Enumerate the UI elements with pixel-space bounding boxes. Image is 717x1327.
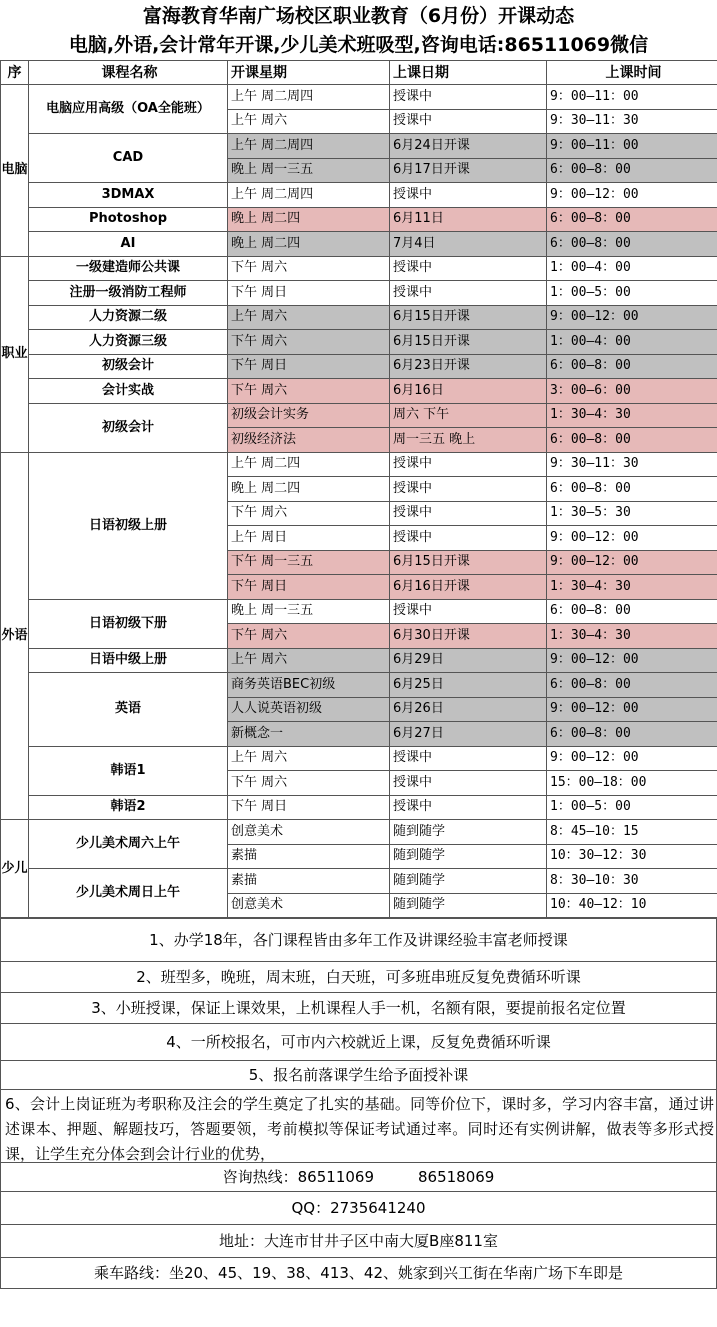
weekday-cell: 下午 周日 (228, 795, 390, 820)
course-name: 韩语2 (29, 795, 228, 820)
page-title: 富海教育华南广场校区职业教育（6月份）开课动态 (142, 5, 575, 27)
weekday-cell: 创意美术 (228, 893, 390, 918)
weekday-cell: 上午 周六 (228, 305, 390, 330)
course-name: 会计实战 (29, 379, 228, 404)
date-cell: 6月15日开课 (390, 305, 547, 330)
course-name: 3DMAX (29, 183, 228, 208)
time-cell: 9：00—12：00 (547, 648, 717, 673)
section-kids: 少儿 (1, 820, 29, 918)
weekday-cell: 新概念一 (228, 722, 390, 747)
table-row (1, 673, 717, 698)
date-cell: 随到随学 (390, 869, 547, 894)
table-row (1, 330, 717, 355)
time-cell: 9：00—11：00 (547, 134, 717, 159)
time-cell: 10：40—12：10 (547, 893, 717, 918)
table-row (1, 281, 717, 306)
time-cell: 6：00—8：00 (547, 673, 717, 698)
time-cell: 1：00—4：00 (547, 256, 717, 281)
weekday-cell: 上午 周六 (228, 109, 390, 134)
time-cell: 8：45—10：15 (547, 820, 717, 845)
time-cell: 10：30—12：30 (547, 844, 717, 869)
weekday-cell: 上午 周二周四 (228, 183, 390, 208)
time-cell: 9：00—12：00 (547, 305, 717, 330)
time-cell: 6：00—8：00 (547, 599, 717, 624)
date-cell: 6月15日开课 (390, 330, 547, 355)
course-name: 少儿美术周日上午 (29, 869, 228, 918)
table-row (1, 795, 717, 820)
course-name: 初级会计 (29, 354, 228, 379)
date-cell: 授课中 (390, 452, 547, 477)
weekday-cell: 下午 周六 (228, 501, 390, 526)
weekday-cell: 下午 周六 (228, 771, 390, 796)
weekday-cell: 人人说英语初级 (228, 697, 390, 722)
date-cell: 授课中 (390, 109, 547, 134)
date-cell: 授课中 (390, 501, 547, 526)
weekday-cell: 上午 周二周四 (228, 134, 390, 159)
course-name: 日语初级下册 (29, 599, 228, 648)
date-cell: 授课中 (390, 477, 547, 502)
bus-route-row: 乘车路线：坐20、45、19、38、413、42、姚家到兴工街在华南广场下车即是 (1, 1257, 716, 1288)
table-row (1, 820, 717, 845)
time-cell: 6：00—8：00 (547, 428, 717, 453)
date-cell: 6月26日 (390, 697, 547, 722)
weekday-cell: 晚上 周一三五 (228, 599, 390, 624)
table-row (1, 354, 717, 379)
date-cell: 随到随学 (390, 820, 547, 845)
header-seq: 序 (1, 61, 29, 85)
weekday-cell: 下午 周六 (228, 330, 390, 355)
date-cell: 6月16日 (390, 379, 547, 404)
table-row (1, 452, 717, 477)
time-cell: 1：30—4：30 (547, 624, 717, 649)
table-row (1, 183, 717, 208)
weekday-cell: 下午 周六 (228, 256, 390, 281)
date-cell: 6月29日 (390, 648, 547, 673)
date-cell: 授课中 (390, 183, 547, 208)
weekday-cell: 下午 周日 (228, 575, 390, 600)
time-cell: 9：30—11：30 (547, 452, 717, 477)
course-name: 初级会计 (29, 403, 228, 452)
table-row (1, 403, 717, 428)
header-date: 上课日期 (390, 61, 547, 85)
course-name: 日语初级上册 (29, 452, 228, 599)
time-cell: 3：00—6：00 (547, 379, 717, 404)
time-cell: 9：00—11：00 (547, 85, 717, 110)
course-name: 注册一级消防工程师 (29, 281, 228, 306)
time-cell: 6：00—8：00 (547, 232, 717, 257)
weekday-cell: 初级经济法 (228, 428, 390, 453)
date-cell: 随到随学 (390, 844, 547, 869)
table-row (1, 134, 717, 159)
weekday-cell: 下午 周日 (228, 281, 390, 306)
date-cell: 6月30日开课 (390, 624, 547, 649)
time-cell: 15：00—18：00 (547, 771, 717, 796)
hotline-phone-1: 86511069 (297, 1168, 374, 1186)
header-weekday: 开课星期 (228, 61, 390, 85)
hotline-phone-2: 86518069 (418, 1168, 495, 1186)
weekday-cell: 商务英语BEC初级 (228, 673, 390, 698)
time-cell: 9：00—12：00 (547, 526, 717, 551)
date-cell: 授课中 (390, 599, 547, 624)
time-cell: 9：00—12：00 (547, 746, 717, 771)
course-name: 电脑应用高级（OA全能班） (29, 85, 228, 134)
note-5: 5、报名前落课学生给予面授补课 (1, 1060, 716, 1089)
table-row (1, 232, 717, 257)
date-cell: 授课中 (390, 281, 547, 306)
weekday-cell: 晚上 周二四 (228, 232, 390, 257)
time-cell: 1：30—4：30 (547, 575, 717, 600)
weekday-cell: 上午 周二周四 (228, 85, 390, 110)
weekday-cell: 晚上 周二四 (228, 207, 390, 232)
time-cell: 9：00—12：00 (547, 550, 717, 575)
date-cell: 6月27日 (390, 722, 547, 747)
weekday-cell: 晚上 周二四 (228, 477, 390, 502)
course-name: 韩语1 (29, 746, 228, 795)
weekday-cell: 上午 周六 (228, 648, 390, 673)
table-row (1, 85, 717, 110)
course-name: 人力资源二级 (29, 305, 228, 330)
table-row (1, 379, 717, 404)
time-cell: 6：00—8：00 (547, 477, 717, 502)
course-name: 少儿美术周六上午 (29, 820, 228, 869)
date-cell: 6月11日 (390, 207, 547, 232)
date-cell: 6月23日开课 (390, 354, 547, 379)
course-name: Photoshop (29, 207, 228, 232)
section-computer: 电脑 (1, 85, 29, 257)
time-cell: 1：00—5：00 (547, 795, 717, 820)
date-cell: 授课中 (390, 526, 547, 551)
weekday-cell: 素描 (228, 844, 390, 869)
weekday-cell: 下午 周六 (228, 624, 390, 649)
date-cell: 周六 下午 (390, 403, 547, 428)
time-cell: 1：30—5：30 (547, 501, 717, 526)
date-cell: 授课中 (390, 85, 547, 110)
weekday-cell: 下午 周六 (228, 379, 390, 404)
qq-row: QQ：2735641240 (1, 1191, 716, 1224)
section-language: 外语 (1, 452, 29, 820)
course-name: 一级建造师公共课 (29, 256, 228, 281)
weekday-cell: 创意美术 (228, 820, 390, 845)
notes-panel (0, 918, 717, 1289)
time-cell: 9：00—12：00 (547, 697, 717, 722)
schedule-table (0, 60, 717, 918)
course-name: 英语 (29, 673, 228, 747)
time-cell: 9：30—11：30 (547, 109, 717, 134)
weekday-cell: 上午 周二四 (228, 452, 390, 477)
table-row (1, 599, 717, 624)
date-cell: 周一三五 晚上 (390, 428, 547, 453)
note-3: 3、小班授课，保证上课效果，上机课程人手一机，名额有限，要提前报名定位置 (1, 992, 716, 1023)
course-name: AI (29, 232, 228, 257)
course-name: 日语中级上册 (29, 648, 228, 673)
time-cell: 6：00—8：00 (547, 722, 717, 747)
address-row: 地址：大连市甘井子区中南大厦B座811室 (1, 1224, 716, 1257)
time-cell: 6：00—8：00 (547, 354, 717, 379)
date-cell: 授课中 (390, 795, 547, 820)
weekday-cell: 下午 周一三五 (228, 550, 390, 575)
time-cell: 6：00—8：00 (547, 158, 717, 183)
time-cell: 8：30—10：30 (547, 869, 717, 894)
section-career: 职业 (1, 256, 29, 452)
note-6: 6、会计上岗证班为考职称及注会的学生奠定了扎实的基础。同等价位下，课时多，学习内容丰富，通过讲述课本、押题、解题技巧，答题要领，考前模拟等保证考试通过率。同时还有实例讲解，做表等多形式授课，让学生充分体会到会计行业的优势， (1, 1089, 716, 1162)
weekday-cell: 素描 (228, 869, 390, 894)
time-cell: 1：30—4：30 (547, 403, 717, 428)
date-cell: 7月4日 (390, 232, 547, 257)
table-row (1, 746, 717, 771)
table-row (1, 648, 717, 673)
note-1: 1、办学18年，各门课程皆由多年工作及讲课经验丰富老师授课 (1, 918, 716, 961)
table-header-row (1, 61, 717, 85)
table-row (1, 305, 717, 330)
hotline-label: 咨询热线： (222, 1168, 298, 1186)
table-row (1, 207, 717, 232)
header-course: 课程名称 (29, 61, 228, 85)
weekday-cell: 下午 周日 (228, 354, 390, 379)
note-2: 2、班型多，晚班，周末班，白天班，可多班串班反复免费循环听课 (1, 961, 716, 992)
date-cell: 授课中 (390, 746, 547, 771)
course-name: 人力资源三级 (29, 330, 228, 355)
time-cell: 1：00—4：00 (547, 330, 717, 355)
weekday-cell: 上午 周六 (228, 746, 390, 771)
note-4: 4、一所校报名，可市内六校就近上课，反复免费循环听课 (1, 1023, 716, 1060)
date-cell: 6月17日开课 (390, 158, 547, 183)
course-name: CAD (29, 134, 228, 183)
date-cell: 授课中 (390, 771, 547, 796)
time-cell: 6：00—8：00 (547, 207, 717, 232)
weekday-cell: 晚上 周一三五 (228, 158, 390, 183)
date-cell: 随到随学 (390, 893, 547, 918)
date-cell: 授课中 (390, 256, 547, 281)
date-cell: 6月16日开课 (390, 575, 547, 600)
page-subtitle: 电脑,外语,会计常年开课,少儿美术班吸型,咨询电话:86511069微信 (68, 34, 649, 56)
table-row (1, 256, 717, 281)
date-cell: 6月24日开课 (390, 134, 547, 159)
date-cell: 6月15日开课 (390, 550, 547, 575)
table-row (1, 869, 717, 894)
weekday-cell: 上午 周日 (228, 526, 390, 551)
hotline-row (1, 1162, 716, 1191)
date-cell: 6月25日 (390, 673, 547, 698)
time-cell: 9：00—12：00 (547, 183, 717, 208)
header-time: 上课时间 (547, 61, 717, 85)
weekday-cell: 初级会计实务 (228, 403, 390, 428)
time-cell: 1：00—5：00 (547, 281, 717, 306)
